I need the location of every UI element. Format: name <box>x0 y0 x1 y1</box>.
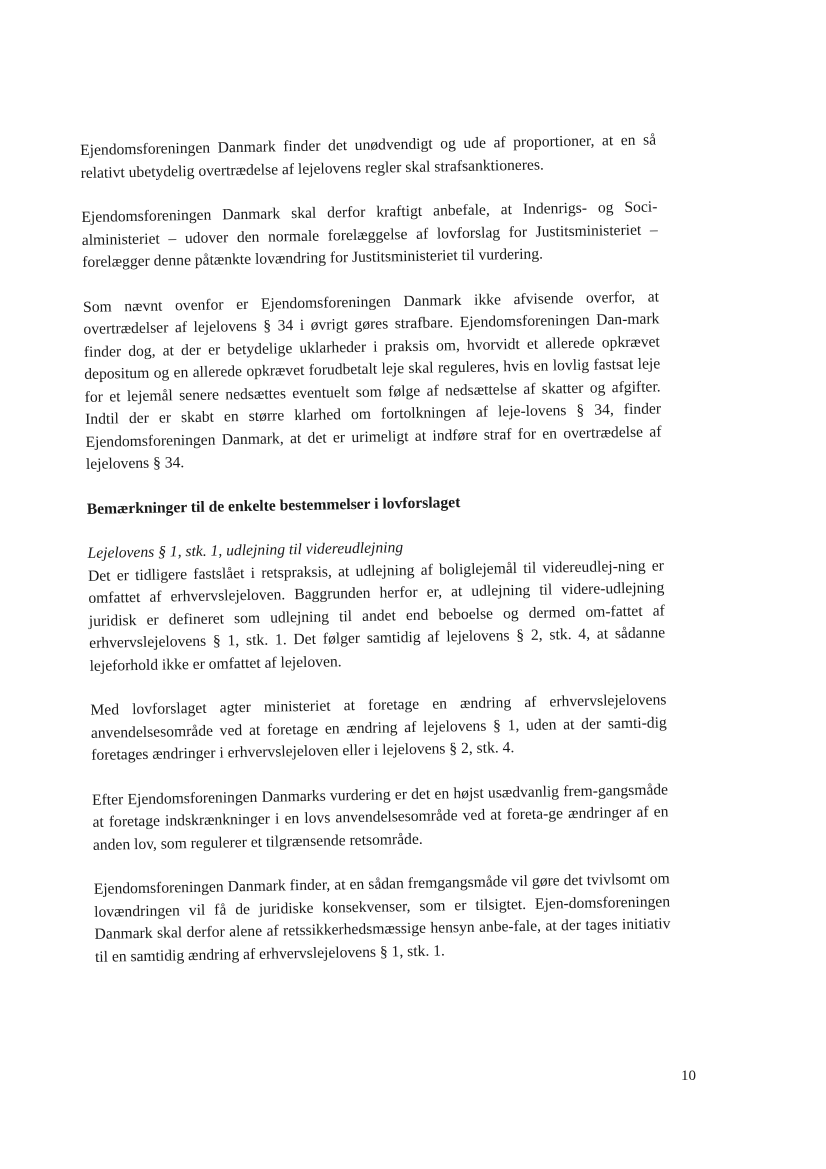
paragraph-case-law: Det er tidligere fastslået i retspraksis, at udlejning af boliglejemål til videreudlej-ning er omfattet af erhvervslejeloven. Baggrunden herfor er, at udlejning til videre-udlejning juridisk er defineret som udlejning til andet end beboelse og dermed om-fattet af erhvervslejelovens § 1, stk. 1. Det følger samtidig af lejelovens § 2, stk. 4, at sådanne lejeforhold ikke er omfattet af lejeloven. <box>87 556 666 675</box>
document-body <box>80 129 671 990</box>
page-number: 10 <box>681 1068 696 1084</box>
subsection-heading: Lejelovens § 1, stk. 1, udlejning til videreudlejning <box>87 539 404 562</box>
paragraph-conclusion: Ejendomsforeningen Danmark finder, at en sådan fremgangsmåde vil gøre det tvivlsomt om lovændringen vil få de juridiske konsekvenser, som er tilsigtet. Ejen-domsforeningen Danmark skal derfor alene af retssikkerhedsmæssige hensyn anbe-fale, at der tages initiativ til en samtidig ændring af erhvervslejelovens § 1, stk. 1. <box>93 870 671 966</box>
paragraph-ministry-proposal: Med lovforslaget agter ministeriet at foretage en ændring af erhvervslejelovens anvendelsesområde ved at foretage en ændring af lejelovens § 1, uden at der samti-dig foretages ændringer i erhvervslejeloven eller i lejelovens § 2, stk. 4. <box>90 691 667 764</box>
paragraph-recommendation: Ejendomsforeningen Danmark skal derfor kraftigt anbefale, at Indenrigs- og Soci-alministeriet – udover den normale forelæggelse af lovforslag for Justitsministeriet – forelægger denne påtænkte lovændring for Justitsministeriet til vurdering. <box>81 198 658 271</box>
paragraph-proportionality: Ejendomsforeningen Danmark finder det unødvendigt og ude af proportioner, at en så relativt ubetydelig overtrædelse af lejelovens regler skal strafsanktioneres. <box>80 131 657 182</box>
paragraph-section-34: Som nævnt ovenfor er Ejendomsforeningen Danmark ikke afvisende overfor, at overtrædelser af lejelovens § 34 i øvrigt gøres strafbare. Ejendomsforeningen Dan-mark finder dog, at der er betydelige uklarheder i praksis om, hvorvidt et allerede opkrævet depositum og en allerede opkrævet forudbetalt leje skal reguleres, hvis en lovlig fastsat leje for et lejemål senere nedsættes eventuelt som følge af nedsættelse af skatter og afgifter. Indtil der er skabt en større klarhed om fortolkningen af leje-lovens § 34, finder Ejendomsforeningen Danmark, at det er urimeligt at indføre straf for en overtrædelse af lejelovens § 34. <box>82 287 662 473</box>
section-heading: Bemærkninger til de enkelte bestemmelser i lovforslaget <box>86 493 461 518</box>
paragraph-unusual-procedure: Efter Ejendomsforeningen Danmarks vurdering er det en højst usædvanlig frem-gangsmåde at foretage indskrænkninger i en lovs anvendelsesområde ved at foreta-ge ændringer af en anden lov, som regulerer et tilgrænsende retsområde. <box>91 780 669 854</box>
